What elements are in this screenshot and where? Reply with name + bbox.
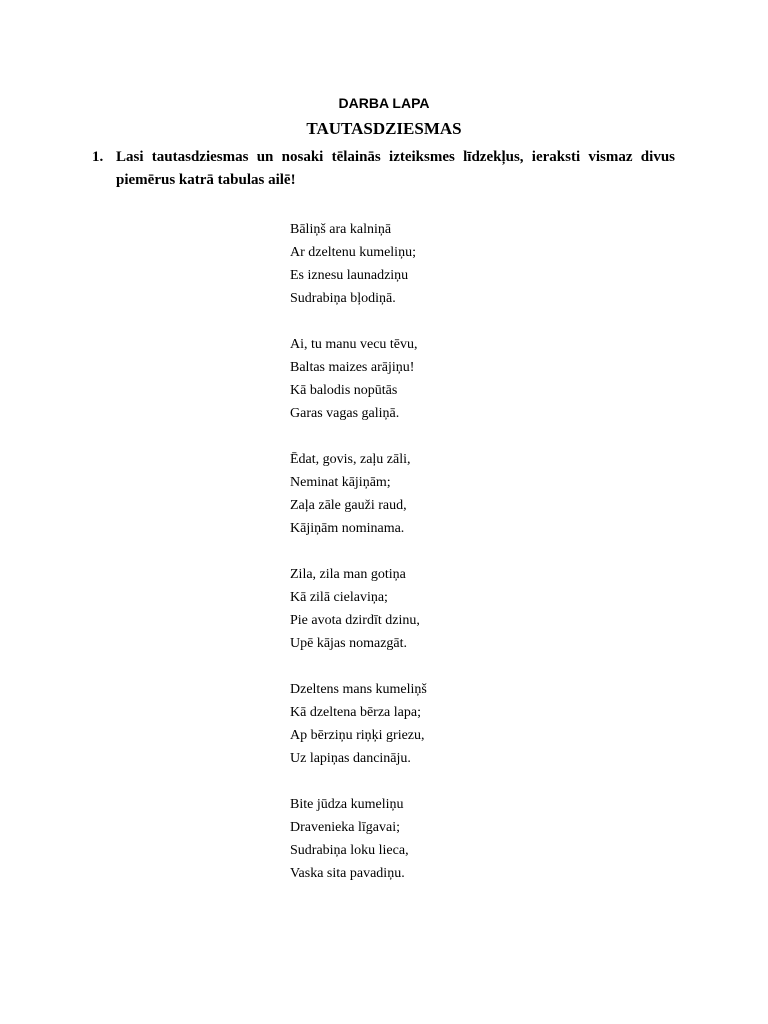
verse-line: Kā dzeltena bērza lapa; (290, 705, 421, 720)
verse-line: Dzeltens mans kumeliņš (290, 682, 427, 697)
task-text: Lasi tautasdziesmas un nosaki tēlainās izteiksmes līdzekļus, ieraksti vismaz divus piemērus katrā tabulas ailē! (116, 149, 675, 188)
verse-line: Baltas maizes arājiņu! (290, 360, 415, 375)
verse-line: Garas vagas galiņā. (290, 406, 400, 421)
page-title: TAUTASDZIESMAS (306, 119, 462, 138)
verse-line: Es iznesu launadziņu (290, 268, 409, 283)
verse-line: Vaska sita pavadiņu. (290, 866, 405, 881)
task-instruction (92, 146, 675, 192)
verse-line: Zaļa zāle gauži raud, (290, 498, 407, 513)
verse-line: Zila, zila man gotiņa (290, 567, 406, 582)
verse-line: Bāliņš ara kalniņā (290, 222, 392, 237)
worksheet-label: DARBA LAPA (338, 95, 430, 111)
verse-line: Ap bērziņu riņķi griezu, (290, 728, 425, 743)
verse-line: Kā zilā cielaviņa; (290, 590, 388, 605)
stanza (290, 448, 590, 540)
stanza (290, 793, 590, 885)
verse-line: Ar dzeltenu kumeliņu; (290, 245, 416, 260)
verse-line: Neminat kājiņām; (290, 475, 391, 490)
verse-line: Dravenieka līgavai; (290, 820, 401, 835)
stanza (290, 218, 590, 310)
verse-line: Sudrabiņa loku lieca, (290, 843, 409, 858)
verse-line: Kājiņām nominama. (290, 521, 405, 536)
stanza (290, 333, 590, 425)
folk-songs (290, 218, 590, 908)
stanza (290, 678, 590, 770)
verse-line: Pie avota dzirdīt dzinu, (290, 613, 420, 628)
verse-line: Uz lapiņas dancināju. (290, 751, 411, 766)
verse-line: Bite jūdza kumeliņu (290, 797, 404, 812)
verse-line: Ai, tu manu vecu tēvu, (290, 337, 418, 352)
verse-line: Sudrabiņa bļodiņā. (290, 291, 396, 306)
task-number: 1. (92, 149, 104, 165)
stanza (290, 563, 590, 655)
verse-line: Ēdat, govis, zaļu zāli, (290, 452, 411, 467)
verse-line: Upē kājas nomazgāt. (290, 636, 408, 651)
verse-line: Kā balodis nopūtās (290, 383, 398, 398)
